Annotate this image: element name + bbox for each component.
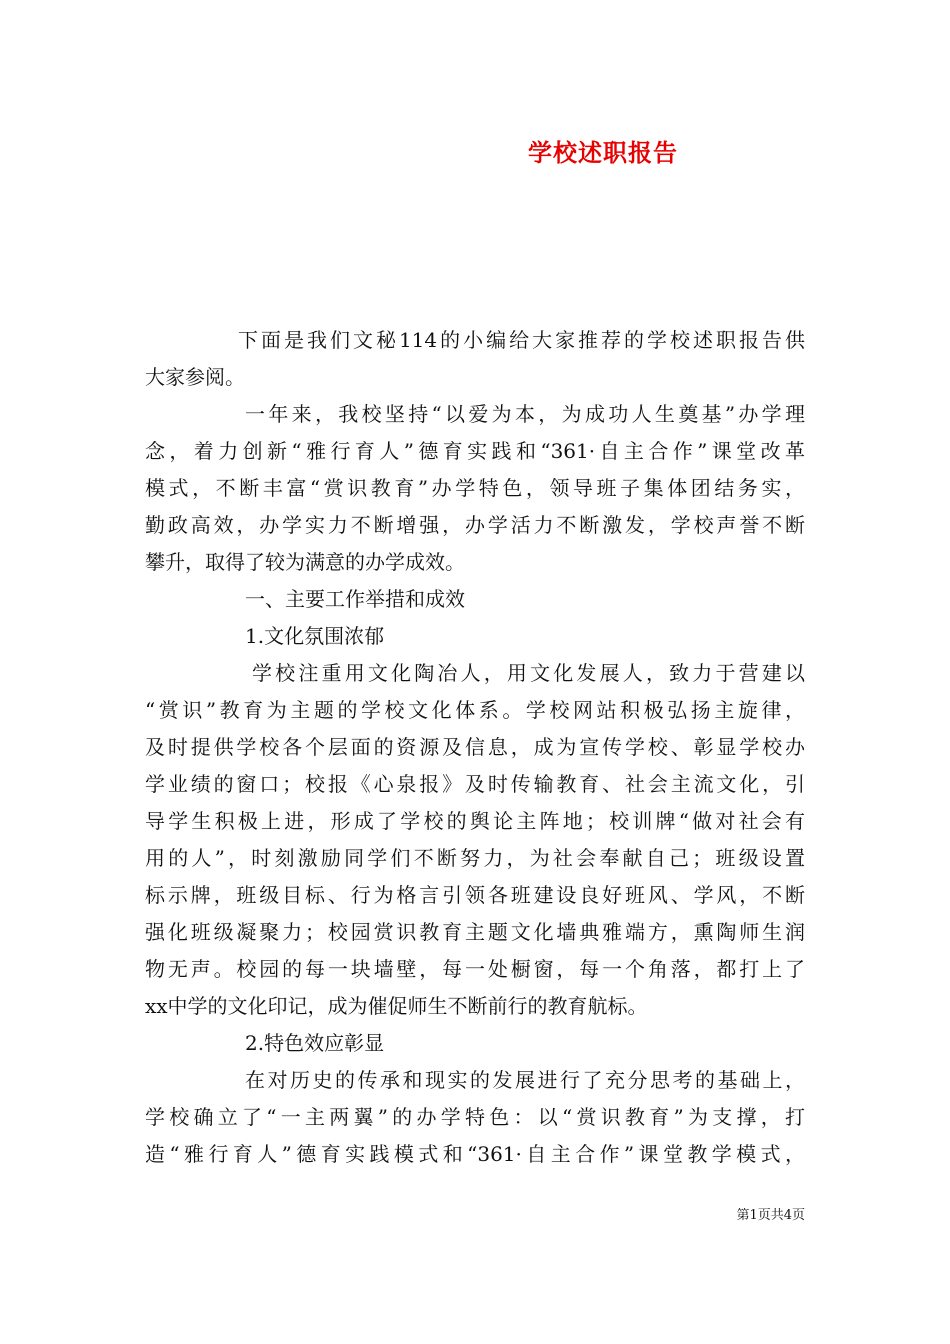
subsection-heading: 1.文化氛围浓郁 (245, 624, 385, 648)
section-heading: 一、主要工作举措和成效 (245, 587, 465, 611)
paragraph-line: 造“雅行育人”德育实践模式和“361·自主合作”课堂教学模式， (145, 1142, 805, 1166)
paragraph-line: 及时提供学校各个层面的资源及信息，成为宣传学校、彰显学校办 (145, 735, 805, 759)
paragraph-line: 物无声。校园的每一块墙壁，每一处橱窗，每一个角落，都打上了 (145, 957, 805, 981)
subsection-heading: 2.特色效应彰显 (245, 1031, 385, 1055)
paragraph-line: 学校确立了“一主两翼”的办学特色：以“赏识教育”为支撑，打 (145, 1105, 805, 1129)
paragraph-line: 强化班级凝聚力；校园赏识教育主题文化墙典雅端方，熏陶师生润 (145, 920, 805, 944)
paragraph-line: 导学生积极上进，形成了学校的舆论主阵地；校训牌“做对社会有 (145, 809, 805, 833)
paragraph-line: 模式，不断丰富“赏识教育”办学特色，领导班子集体团结务实， (145, 476, 805, 500)
paragraph-line: “赏识”教育为主题的学校文化体系。学校网站积极弘扬主旋律， (145, 698, 805, 722)
paragraph-line: 勤政高效，办学实力不断增强，办学活力不断激发，学校声誉不断 (145, 513, 805, 537)
paragraph-line: 大家参阅。 (145, 365, 245, 389)
paragraph-line: 学校注重用文化陶冶人，用文化发展人，致力于营建以 (252, 661, 805, 685)
paragraph-line: 攀升，取得了较为满意的办学成效。 (145, 550, 465, 574)
paragraph-line: 下面是我们文秘114的小编给大家推荐的学校述职报告供 (238, 328, 805, 352)
document-body (145, 322, 805, 1173)
page-number: 第1页共4页 (736, 1208, 805, 1223)
paragraph-line: xx中学的文化印记，成为催促师生不断前行的教育航标。 (145, 994, 648, 1018)
paragraph-line: 念，着力创新“雅行育人”德育实践和“361·自主合作”课堂改革 (145, 439, 805, 463)
paragraph-line: 用的人”，时刻激励同学们不断努力，为社会奉献自己；班级设置 (145, 846, 805, 870)
paragraph-line: 标示牌，班级目标、行为格言引领各班建设良好班风、学风，不断 (145, 883, 805, 907)
paragraph-line: 学业绩的窗口；校报《心泉报》及时传输教育、社会主流文化，引 (145, 772, 805, 796)
document-title: 学校述职报告 (528, 138, 678, 167)
paragraph-line: 一年来，我校坚持“以爱为本，为成功人生奠基”办学理 (245, 402, 805, 426)
paragraph-line: 在对历史的传承和现实的发展进行了充分思考的基础上， (245, 1068, 805, 1092)
